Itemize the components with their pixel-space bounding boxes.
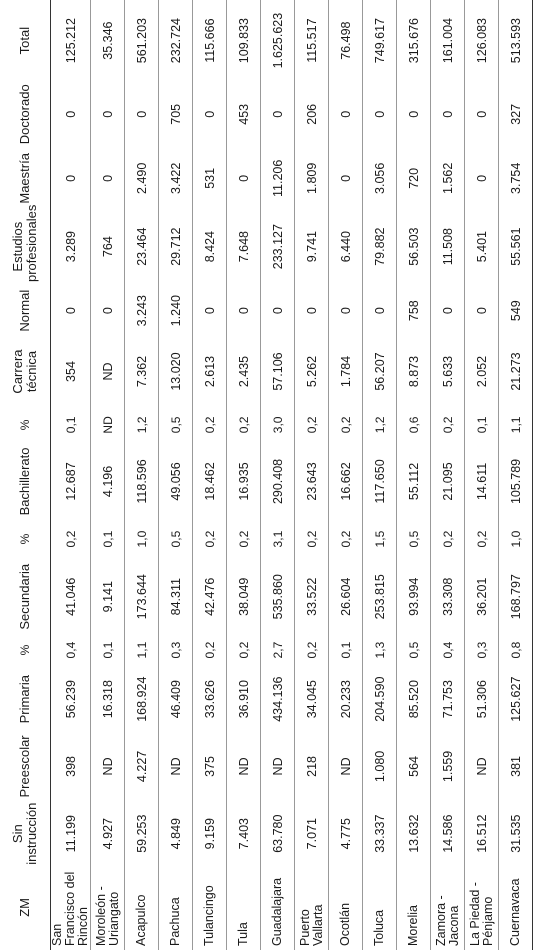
cell-total: 115.666 <box>202 18 217 63</box>
cell-bachillerato: 118.596 <box>134 459 149 504</box>
cell-maestria: 1.562 <box>440 162 455 194</box>
cell-maestria: 0 <box>236 174 251 182</box>
cell-preescolar: 1.559 <box>440 750 455 783</box>
cell-carrera-tecnica: 354 <box>63 361 78 382</box>
cell-zm: Puerto Vallarta <box>297 904 325 946</box>
cell-sin-instruccion: 4.849 <box>168 818 183 850</box>
cell-sin-instruccion: 9.159 <box>202 818 217 850</box>
cell-maestria: 0 <box>474 174 489 182</box>
cell-maestria: 3.754 <box>508 162 523 194</box>
cell-pct-bachillerato: 0,2 <box>338 416 353 434</box>
col-header-pct-secundaria: % <box>0 519 51 560</box>
cell-pct-primaria: 0,3 <box>474 641 489 659</box>
cell-pct-bachillerato: 1,2 <box>134 416 149 434</box>
cell-bachillerato: 55.112 <box>406 462 421 501</box>
cell-pct-bachillerato: ND <box>100 416 115 434</box>
cell-doctorado: 0 <box>63 110 78 118</box>
cell-doctorado: 0 <box>100 110 115 118</box>
cell-secundaria: 535.860 <box>270 574 285 620</box>
cell-normal: 0 <box>304 307 319 315</box>
cell-sin-instruccion: 4.927 <box>100 818 115 850</box>
cell-maestria: 3.056 <box>372 162 387 194</box>
cell-doctorado: 327 <box>508 103 523 125</box>
cell-doctorado: 0 <box>440 110 455 118</box>
cell-primaria: 434.136 <box>270 676 285 722</box>
cell-total: 161.004 <box>440 18 455 64</box>
cell-total: 109.833 <box>236 18 251 64</box>
col-header-primaria: Primaria <box>0 666 51 732</box>
cell-carrera-tecnica: 8.873 <box>406 355 421 388</box>
cell-bachillerato: 23.643 <box>304 462 319 501</box>
cell-maestria: 1.809 <box>304 162 319 194</box>
cell-bachillerato: 16.662 <box>338 462 353 501</box>
cell-secundaria: 36.201 <box>474 577 489 616</box>
cell-secundaria: 33.308 <box>440 577 455 616</box>
cell-maestria: 0 <box>100 174 115 182</box>
cell-zm: Pachuca <box>168 897 183 946</box>
cell-bachillerato: 21.095 <box>440 462 455 501</box>
cell-primaria: 33.626 <box>202 680 217 719</box>
cell-sin-instruccion: 14.586 <box>440 814 455 853</box>
cell-total: 126.083 <box>474 18 489 64</box>
cell-total: 35.346 <box>100 21 115 60</box>
cell-secundaria: 173.644 <box>134 574 149 620</box>
cell-preescolar: ND <box>474 757 489 776</box>
cell-secundaria: 41.046 <box>63 577 78 616</box>
cell-pct-primaria: 1,1 <box>134 641 149 659</box>
cell-zm: Guadalajara <box>270 877 285 946</box>
cell-total: 513.593 <box>508 18 523 64</box>
cell-total: 315.676 <box>406 18 421 64</box>
cell-pct-secundaria: 0,2 <box>63 530 78 548</box>
col-header-estudios-profesionales: Estudios profesionales <box>0 209 51 284</box>
cell-carrera-tecnica: 2.613 <box>202 355 217 388</box>
cell-total: 749.617 <box>372 18 387 64</box>
cell-pct-bachillerato: 1,2 <box>372 416 387 434</box>
cell-normal: 0 <box>270 307 285 315</box>
cell-pct-bachillerato: 0,1 <box>63 416 78 434</box>
cell-primaria: 168.924 <box>134 676 149 722</box>
cell-pct-secundaria: 1,5 <box>372 530 387 548</box>
cell-pct-secundaria: 3,1 <box>270 530 285 548</box>
table-row <box>363 0 397 950</box>
cell-carrera-tecnica: 2.052 <box>474 355 489 388</box>
cell-estudios-profesionales: 6.440 <box>338 231 353 263</box>
cell-normal: 3.243 <box>134 295 149 327</box>
cell-normal: 0 <box>338 307 353 315</box>
col-header-carrera-tecnica: Carrera técnica <box>0 337 51 405</box>
cell-pct-bachillerato: 0,2 <box>440 416 455 434</box>
cell-zm: Morelia <box>406 905 421 946</box>
cell-zm: Zamora - Jacona <box>433 895 461 946</box>
col-header-preescolar: Preescolar <box>0 732 51 800</box>
cell-pct-primaria: 0,4 <box>63 641 78 659</box>
cell-doctorado: 705 <box>168 103 183 125</box>
cell-pct-secundaria: 0,2 <box>474 530 489 548</box>
cell-normal: 549 <box>508 300 523 322</box>
cell-preescolar: ND <box>338 757 353 776</box>
col-header-secundaria: Secundaria <box>0 559 51 634</box>
cell-pct-primaria: 0,1 <box>100 641 115 659</box>
cell-doctorado: 453 <box>236 103 251 125</box>
col-header-sin-instruccion: Sin instrucción <box>0 801 51 867</box>
table-row <box>125 0 159 950</box>
cell-normal: 0 <box>372 307 387 315</box>
cell-estudios-profesionales: 3.289 <box>63 231 78 263</box>
cell-secundaria: 9.141 <box>100 581 115 613</box>
cell-primaria: 46.409 <box>168 680 183 719</box>
table-row <box>397 0 431 950</box>
cell-pct-primaria: 0,3 <box>168 641 183 659</box>
table-row <box>261 0 295 950</box>
cell-doctorado: 206 <box>304 103 319 125</box>
cell-zm: San Francisco del Rincón <box>50 871 91 946</box>
cell-pct-secundaria: 1,0 <box>508 530 523 548</box>
cell-pct-secundaria: 0,2 <box>236 530 251 548</box>
cell-carrera-tecnica: 2.435 <box>236 355 251 388</box>
col-header-zm: ZM <box>0 867 51 950</box>
cell-pct-bachillerato: 0,1 <box>474 416 489 434</box>
cell-normal: 0 <box>63 307 78 315</box>
cell-total: 1.625.623 <box>270 12 285 69</box>
cell-estudios-profesionales: 7.648 <box>236 231 251 263</box>
col-header-pct-primaria: % <box>0 634 51 666</box>
cell-doctorado: 0 <box>338 110 353 118</box>
cell-carrera-tecnica: 57.106 <box>270 352 285 391</box>
table-row <box>159 0 193 950</box>
cell-estudios-profesionales: 8.424 <box>202 231 217 263</box>
cell-pct-primaria: 0,1 <box>338 641 353 659</box>
cell-preescolar: ND <box>270 757 285 776</box>
cell-secundaria: 168.797 <box>508 574 523 620</box>
cell-doctorado: 0 <box>474 110 489 118</box>
cell-doctorado: 0 <box>134 110 149 118</box>
cell-estudios-profesionales: 11.508 <box>440 227 455 266</box>
cell-primaria: 85.520 <box>406 680 421 719</box>
cell-total: 232.724 <box>168 18 183 64</box>
cell-sin-instruccion: 7.071 <box>304 818 319 850</box>
cell-sin-instruccion: 4.775 <box>338 818 353 850</box>
cell-pct-primaria: 0,2 <box>304 641 319 659</box>
cell-pct-primaria: 0,4 <box>440 641 455 659</box>
cell-sin-instruccion: 63.780 <box>270 814 285 853</box>
cell-pct-secundaria: 0,2 <box>202 530 217 548</box>
cell-pct-secundaria: 0,5 <box>406 530 421 548</box>
cell-carrera-tecnica: 7.362 <box>134 355 149 388</box>
cell-sin-instruccion: 16.512 <box>474 814 489 853</box>
cell-carrera-tecnica: 1.784 <box>338 355 353 388</box>
cell-maestria: 11.206 <box>270 159 285 197</box>
cell-zm: Cuernavaca <box>508 878 523 946</box>
cell-pct-bachillerato: 0,2 <box>202 416 217 434</box>
cell-carrera-tecnica: 13.020 <box>168 352 183 391</box>
cell-preescolar: 381 <box>508 756 523 777</box>
cell-carrera-tecnica: 5.262 <box>304 355 319 388</box>
cell-normal: 758 <box>406 300 421 322</box>
cell-primaria: 56.239 <box>63 680 78 719</box>
cell-carrera-tecnica: 56.207 <box>372 352 387 391</box>
cell-pct-primaria: 0,2 <box>236 641 251 659</box>
cell-preescolar: 1.080 <box>372 750 387 783</box>
cell-estudios-profesionales: 55.561 <box>508 227 523 266</box>
cell-primaria: 16.318 <box>100 680 115 719</box>
cell-normal: 1.240 <box>168 295 183 327</box>
cell-preescolar: ND <box>100 757 115 776</box>
cell-primaria: 34.045 <box>304 680 319 719</box>
cell-pct-secundaria: 0,1 <box>100 530 115 548</box>
cell-doctorado: 0 <box>372 110 387 118</box>
cell-secundaria: 33.522 <box>304 577 319 616</box>
cell-doctorado: 0 <box>202 110 217 118</box>
table-body <box>51 0 533 950</box>
cell-zm: Tulancingo <box>202 885 217 946</box>
cell-bachillerato: 4.196 <box>100 465 115 498</box>
cell-bachillerato: 290.408 <box>270 458 285 505</box>
cell-normal: 0 <box>100 307 115 315</box>
cell-pct-primaria: 0,2 <box>202 641 217 659</box>
cell-secundaria: 93.994 <box>406 577 421 616</box>
cell-bachillerato: 117.650 <box>372 459 387 504</box>
cell-secundaria: 253.815 <box>372 574 387 620</box>
cell-bachillerato: 18.462 <box>202 462 217 501</box>
cell-estudios-profesionales: 9.741 <box>304 231 319 263</box>
table-row <box>295 0 329 950</box>
table-header-row <box>0 0 51 950</box>
cell-zm: La Piedad - Pénjamo <box>467 882 495 946</box>
cell-bachillerato: 14.611 <box>474 462 489 501</box>
table-row <box>193 0 227 950</box>
col-header-bachillerato: Bachillerato <box>0 444 51 519</box>
col-header-pct-bachillerato: % <box>0 406 51 444</box>
cell-maestria: 2.490 <box>134 162 149 194</box>
cell-secundaria: 84.311 <box>168 578 183 616</box>
cell-zm: Tula <box>236 922 251 946</box>
cell-secundaria: 38.049 <box>236 577 251 616</box>
cell-total: 115.517 <box>304 18 319 63</box>
table-row <box>499 0 533 950</box>
cell-preescolar: 564 <box>406 756 421 777</box>
cell-primaria: 125.627 <box>508 676 523 722</box>
cell-bachillerato: 105.789 <box>508 458 523 505</box>
cell-maestria: 0 <box>338 174 353 182</box>
cell-pct-primaria: 0,8 <box>508 641 523 659</box>
col-header-maestria: Maestría <box>0 147 51 209</box>
cell-bachillerato: 12.687 <box>63 462 78 501</box>
table-row <box>431 0 465 950</box>
cell-total: 561.203 <box>134 18 149 64</box>
cell-primaria: 71.753 <box>440 680 455 719</box>
cell-sin-instruccion: 33.337 <box>372 814 387 853</box>
cell-total: 76.498 <box>338 21 353 60</box>
cell-zm: Ocotlán <box>338 902 353 946</box>
cell-pct-primaria: 2,7 <box>270 641 285 659</box>
col-header-total: Total <box>0 0 51 81</box>
cell-pct-secundaria: 0,2 <box>440 530 455 548</box>
cell-estudios-profesionales: 5.401 <box>474 231 489 263</box>
cell-pct-secundaria: 1,0 <box>134 530 149 548</box>
table-row <box>91 0 125 950</box>
cell-primaria: 204.590 <box>372 676 387 722</box>
cell-sin-instruccion: 13.632 <box>406 814 421 853</box>
cell-zm: Acapulco <box>134 894 149 946</box>
cell-primaria: 20.233 <box>338 680 353 719</box>
cell-maestria: 0 <box>63 174 78 182</box>
cell-normal: 0 <box>202 307 217 315</box>
cell-preescolar: 398 <box>63 756 78 777</box>
cell-total: 125.212 <box>63 18 78 64</box>
cell-preescolar: 375 <box>202 756 217 777</box>
col-header-doctorado: Doctorado <box>0 81 51 147</box>
cell-sin-instruccion: 7.403 <box>236 818 251 850</box>
cell-secundaria: 26.604 <box>338 577 353 616</box>
table-row <box>465 0 499 950</box>
cell-pct-bachillerato: 0,6 <box>406 416 421 434</box>
cell-zm: Moroleón - Uriangato <box>93 886 121 946</box>
cell-estudios-profesionales: 764 <box>100 236 115 258</box>
cell-secundaria: 42.476 <box>202 577 217 616</box>
cell-estudios-profesionales: 29.712 <box>168 227 183 266</box>
cell-estudios-profesionales: 23.464 <box>134 227 149 266</box>
cell-zm: Toluca <box>372 909 387 946</box>
cell-estudios-profesionales: 79.882 <box>372 227 387 266</box>
cell-normal: 0 <box>236 307 251 315</box>
cell-pct-bachillerato: 0,2 <box>304 416 319 434</box>
cell-estudios-profesionales: 233.127 <box>270 224 285 270</box>
cell-preescolar: ND <box>168 757 183 776</box>
cell-pct-bachillerato: 1,1 <box>508 416 523 434</box>
cell-preescolar: ND <box>236 757 251 776</box>
cell-pct-primaria: 0,5 <box>406 641 421 659</box>
cell-carrera-tecnica: ND <box>100 362 115 381</box>
cell-preescolar: 4.227 <box>134 750 149 783</box>
cell-estudios-profesionales: 56.503 <box>406 227 421 266</box>
cell-pct-primaria: 1,3 <box>372 641 387 659</box>
cell-pct-secundaria: 0,5 <box>168 530 183 548</box>
cell-pct-secundaria: 0,2 <box>304 530 319 548</box>
cell-maestria: 3.422 <box>168 162 183 194</box>
cell-pct-secundaria: 0,2 <box>338 530 353 548</box>
cell-doctorado: 0 <box>406 110 421 118</box>
cell-doctorado: 0 <box>270 110 285 118</box>
cell-sin-instruccion: 59.253 <box>134 814 149 853</box>
cell-sin-instruccion: 31.535 <box>508 814 523 853</box>
cell-carrera-tecnica: 21.273 <box>508 352 523 391</box>
cell-bachillerato: 49.056 <box>168 462 183 501</box>
cell-pct-bachillerato: 3,0 <box>270 416 285 434</box>
cell-sin-instruccion: 11.199 <box>63 815 78 853</box>
table-row <box>227 0 261 950</box>
cell-normal: 0 <box>440 307 455 315</box>
cell-bachillerato: 16.935 <box>236 462 251 501</box>
cell-pct-bachillerato: 0,5 <box>168 416 183 434</box>
table-row <box>51 0 91 950</box>
cell-normal: 0 <box>474 307 489 315</box>
cell-primaria: 51.306 <box>474 680 489 719</box>
cell-preescolar: 218 <box>304 756 319 777</box>
cell-maestria: 720 <box>406 167 421 189</box>
col-header-normal: Normal <box>0 284 51 337</box>
cell-pct-bachillerato: 0,2 <box>236 416 251 434</box>
cell-carrera-tecnica: 5.633 <box>440 355 455 388</box>
cell-primaria: 36.910 <box>236 680 251 719</box>
cell-maestria: 531 <box>202 167 217 189</box>
table-row <box>329 0 363 950</box>
